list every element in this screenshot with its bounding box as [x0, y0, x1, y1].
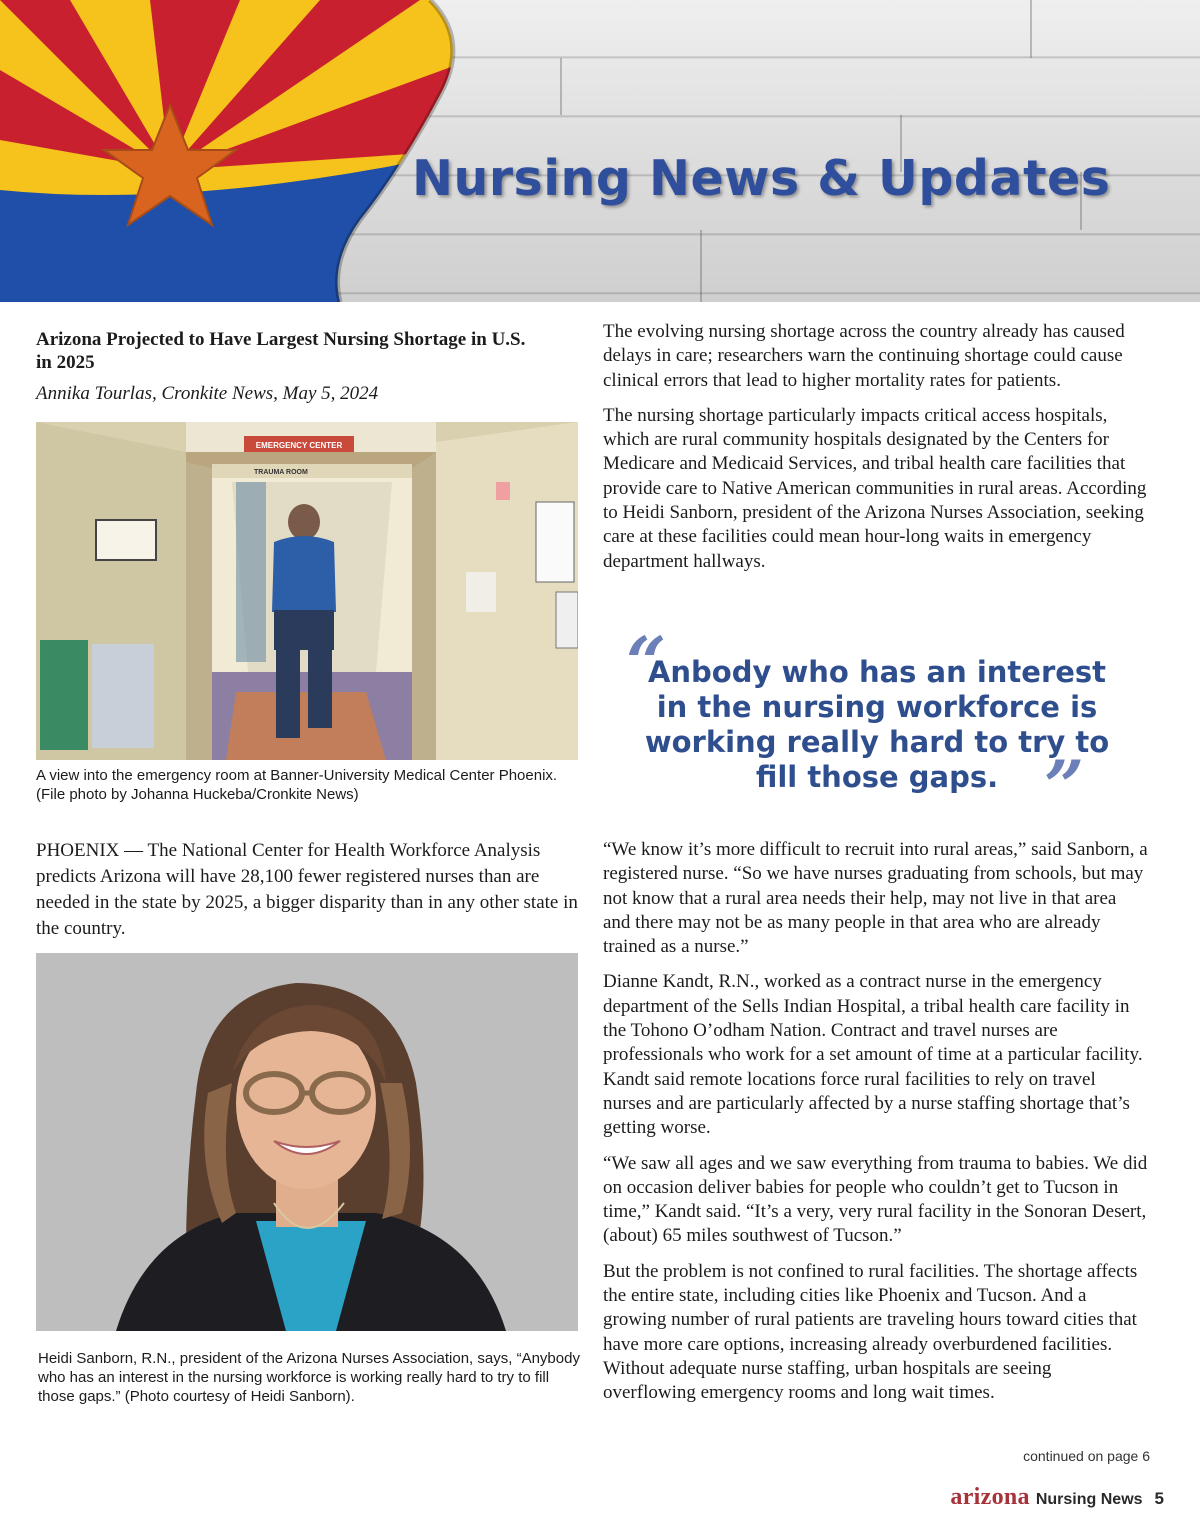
paragraph: The nursing shortage particularly impacts critical access hospitals, which are rural community hospitals designated by the Centers for Medicare and Medicaid Services, and tribal health care facilities that provide care to Native American communities in rural areas. According to Heidi Sanborn, president of the Arizona Nurses Association, seeking care at these facilities could mean hour-long waits in emergency department hallways.	[603, 404, 1147, 572]
trauma-room-sign: TRAUMA ROOM	[254, 469, 308, 476]
paragraph: The evolving nursing shortage across the country already has caused delays in care; researchers warn the continuing shortage could cause clinical errors that lead to higher mortality rates for patients.	[603, 321, 1125, 391]
paragraph: But the problem is not confined to rural facilities. The shortage affects the entire state, including cities like Phoenix and Tucson. And a growing number of rural patients are traveling hours toward cities that have more care options, increasing already overburdened facilities. Without adequate nurse staffing, urban hospitals are seeing overflowing emergency rooms and long wait times.	[603, 1260, 1138, 1404]
header-banner	[0, 0, 1200, 302]
photo1-caption: A view into the emergency room at Banner-University Medical Center Phoenix. (File photo by Johanna Huckeba/Cronkite News)	[36, 767, 558, 803]
page-title: Nursing News & Updates	[412, 150, 1111, 207]
emergency-center-sign: EMERGENCY CENTER	[255, 441, 343, 450]
lead-paragraph	[36, 838, 581, 942]
heidi-sanborn-portrait	[36, 953, 578, 1331]
paragraph: Dianne Kandt, R.N., worked as a contract nurse in the emergency department of the Sells Indian Hospital, a tribal health care facility in the Tohono O’odham Nation. Contract and travel nurses are professionals who work for a set amount of time at a particular facility. Kandt said remote locations force rural facilities to rely on travel nurses and are particularly affected by a nurse staffing shortage that’s getting worse.	[603, 971, 1143, 1139]
wood-plank-seam	[560, 58, 562, 115]
paragraph: PHOENIX — The National Center for Health Workforce Analysis predicts Arizona will have 28,100 fewer registered nurses than are needed in the state by 2025, a bigger disparity than in any other state in the country.	[36, 840, 578, 939]
wood-plank-seam	[700, 230, 702, 302]
photo2-caption: Heidi Sanborn, R.N., president of the Arizona Nurses Association, says, “Anybody who has an interest in the nursing workforce is working really hard to try to fill those gaps.” (Photo courtesy of Heidi Sanborn).	[38, 1350, 580, 1405]
article-headline: Arizona Projected to Have Largest Nursing Shortage in U.S. in 2025	[36, 329, 526, 373]
page-number: 5	[1154, 1489, 1164, 1508]
footer-publication: Nursing News	[1035, 1491, 1143, 1508]
paragraph: “We know it’s more difficult to recruit into rural areas,” said Sanborn, a registered nurse. “So we have nurses graduating from schools, but may not know that a rural area needs their help, may not live in that area and there may not be as many people in that area who are already trained as a nurse.”	[603, 839, 1148, 958]
paragraph: “We saw all ages and we saw everything from trauma to babies. We did on occasion deliver babies for people who couldn’t get to Tucson in time,” Kandt said. “It’s a very, very rural facility in the Sonoran Desert, (about) 65 miles southwest of Tucson.”	[603, 1152, 1148, 1247]
wood-plank-seam	[1030, 0, 1032, 58]
article-byline: Annika Tourlas, Cronkite News, May 5, 2024	[36, 383, 379, 404]
close-quote-icon: ”	[1044, 745, 1085, 828]
right-column-bottom	[603, 838, 1148, 1417]
emergency-room-photo	[36, 422, 578, 760]
page-footer	[950, 1484, 1164, 1511]
open-quote-icon: “	[626, 621, 667, 704]
continued-note: continued on page 6	[1023, 1448, 1150, 1464]
right-column-top	[603, 320, 1148, 585]
footer-brand: arizona	[950, 1484, 1030, 1510]
pull-quote: Anbody who has an interest in the nursing workforce is working really hard to try to fill those gaps.	[644, 655, 1110, 794]
